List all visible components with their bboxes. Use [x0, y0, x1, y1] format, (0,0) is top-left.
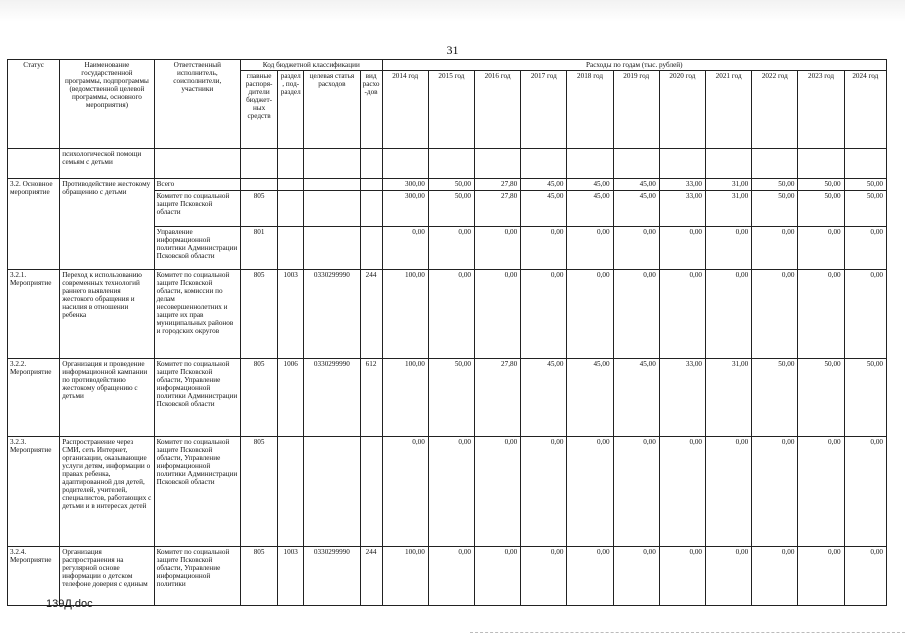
- cell-amount: 100,00: [382, 547, 428, 606]
- cell-amount: [706, 149, 752, 179]
- cell-amount: 0,00: [798, 437, 844, 547]
- cell-amount: 45,00: [567, 179, 613, 191]
- cell-status: 3.2.4. Мероприятие: [8, 547, 60, 606]
- cell-razdel: [278, 437, 304, 547]
- cell-amount: 27,80: [475, 359, 521, 437]
- cell-csr: [304, 227, 360, 270]
- cell-amount: 0,00: [613, 227, 659, 270]
- cell-amount: 50,00: [798, 191, 844, 227]
- cell-amount: 0,00: [752, 547, 798, 606]
- cell-name: психологической помощи семьям с детьми: [60, 149, 154, 179]
- table-row: [8, 179, 887, 191]
- cell-amount: 0,00: [428, 227, 474, 270]
- cell-responsible: Комитет по социальной защите Псковской области: [154, 191, 240, 227]
- cell-amount: 300,00: [382, 191, 428, 227]
- cell-responsible: [154, 149, 240, 179]
- cell-amount: 50,00: [798, 179, 844, 191]
- cell-amount: [521, 149, 567, 179]
- cell-amount: 0,00: [521, 270, 567, 359]
- header-year: 2020 год: [659, 71, 705, 149]
- cell-amount: 0,00: [613, 437, 659, 547]
- table-row: [8, 270, 887, 359]
- table-body: [8, 149, 887, 606]
- header-year: 2018 год: [567, 71, 613, 149]
- cell-vr: 244: [360, 547, 382, 606]
- cell-csr: [304, 191, 360, 227]
- cell-name: Противодействие жестокому обращению с детьми: [60, 179, 154, 270]
- header-year: 2017 год: [521, 71, 567, 149]
- header-year: 2024 год: [844, 71, 886, 149]
- cell-csr: [304, 437, 360, 547]
- header-status: Статус: [8, 60, 60, 149]
- page-number: 31: [446, 43, 459, 57]
- cell-amount: 45,00: [521, 179, 567, 191]
- table-row: [8, 359, 887, 437]
- header-year: 2021 год: [706, 71, 752, 149]
- cell-grbs: 805: [241, 191, 278, 227]
- cell-responsible: Комитет по социальной защите Псковской области, Управление информационной политики: [154, 547, 240, 606]
- cell-amount: 27,80: [475, 179, 521, 191]
- cell-csr: 0330299990: [304, 547, 360, 606]
- cell-amount: 0,00: [475, 227, 521, 270]
- cell-amount: 45,00: [567, 359, 613, 437]
- cell-razdel: 1006: [278, 359, 304, 437]
- cell-razdel: [278, 179, 304, 191]
- cell-razdel: [278, 191, 304, 227]
- cell-amount: 45,00: [613, 179, 659, 191]
- cell-amount: 50,00: [428, 179, 474, 191]
- cell-amount: 31,00: [706, 359, 752, 437]
- cell-amount: 0,00: [798, 270, 844, 359]
- cell-name: Переход к использованию современных технологий раннего выявления жестокого обращения и насилия в отношении ребенка: [60, 270, 154, 359]
- cell-name: Организация распространения на регулярной основе информации о детском телефоне доверия с единым: [60, 547, 154, 606]
- cell-csr: [304, 179, 360, 191]
- cell-amount: 0,00: [798, 227, 844, 270]
- cell-amount: 31,00: [706, 191, 752, 227]
- cell-amount: 33,00: [659, 191, 705, 227]
- cell-grbs: [241, 149, 278, 179]
- cell-amount: 0,00: [382, 437, 428, 547]
- cell-amount: 0,00: [706, 547, 752, 606]
- cell-razdel: 1003: [278, 270, 304, 359]
- cell-amount: 45,00: [521, 359, 567, 437]
- header-year: 2014 год: [382, 71, 428, 149]
- cell-csr: [304, 149, 360, 179]
- cell-amount: 0,00: [844, 437, 886, 547]
- cell-status: 3.2.2. Мероприятие: [8, 359, 60, 437]
- header-name: Наименование государственной программы, подпрограммы (ведомственной целевой программы, основного мероприятия): [60, 60, 154, 149]
- cell-amount: 50,00: [428, 359, 474, 437]
- cell-amount: 0,00: [567, 547, 613, 606]
- header-csr: целевая статья расходов: [304, 71, 360, 149]
- cell-amount: 0,00: [659, 227, 705, 270]
- cell-amount: [475, 149, 521, 179]
- cell-amount: 0,00: [613, 547, 659, 606]
- cell-amount: 0,00: [521, 547, 567, 606]
- header-year: 2023 год: [798, 71, 844, 149]
- cell-amount: 45,00: [521, 191, 567, 227]
- cell-amount: [798, 149, 844, 179]
- cell-vr: [360, 191, 382, 227]
- header-year: 2016 год: [475, 71, 521, 149]
- cell-razdel: [278, 227, 304, 270]
- cell-responsible: Комитет по социальной защите Псковской области, Управление информационной политики Администрации Псковской области: [154, 437, 240, 547]
- cell-responsible: Всего: [154, 179, 240, 191]
- cell-csr: 0330299990: [304, 359, 360, 437]
- cell-name: Организация и проведение информационной кампании по противодействию жестокому обращению с детьми: [60, 359, 154, 437]
- table-row: [8, 149, 887, 179]
- cell-amount: 50,00: [844, 179, 886, 191]
- cell-amount: 0,00: [521, 227, 567, 270]
- cell-amount: 50,00: [752, 359, 798, 437]
- cell-amount: 0,00: [475, 547, 521, 606]
- cell-amount: 0,00: [382, 227, 428, 270]
- cell-amount: 0,00: [752, 437, 798, 547]
- cell-amount: 0,00: [475, 270, 521, 359]
- cell-amount: 50,00: [752, 191, 798, 227]
- cell-amount: 50,00: [752, 179, 798, 191]
- cell-amount: 0,00: [521, 437, 567, 547]
- cell-responsible: Управление информационной политики Администрации Псковской области: [154, 227, 240, 270]
- cell-responsible: Комитет по социальной защите Псковской области, Управление информационной политики Администрации Псковской области: [154, 359, 240, 437]
- cell-amount: [752, 149, 798, 179]
- scan-edge-bottom: [470, 632, 905, 636]
- cell-amount: 0,00: [659, 437, 705, 547]
- cell-amount: 0,00: [567, 270, 613, 359]
- header-year: 2022 год: [752, 71, 798, 149]
- cell-status: [8, 149, 60, 179]
- cell-vr: [360, 149, 382, 179]
- header-expense-group: Расходы по годам (тыс. рублей): [382, 60, 886, 71]
- cell-amount: 0,00: [475, 437, 521, 547]
- cell-amount: 45,00: [567, 191, 613, 227]
- cell-amount: 0,00: [706, 270, 752, 359]
- cell-amount: 0,00: [798, 547, 844, 606]
- cell-status: 3.2.3. Мероприятие: [8, 437, 60, 547]
- cell-grbs: 805: [241, 270, 278, 359]
- cell-amount: 33,00: [659, 179, 705, 191]
- scan-shadow-top: [0, 0, 905, 22]
- cell-vr: 244: [360, 270, 382, 359]
- cell-amount: 0,00: [844, 547, 886, 606]
- cell-amount: 100,00: [382, 270, 428, 359]
- header-code-group: Код бюджетной классификации: [241, 60, 383, 71]
- cell-grbs: [241, 179, 278, 191]
- cell-amount: [659, 149, 705, 179]
- cell-amount: [613, 149, 659, 179]
- header-vr: вид расхо-дов: [360, 71, 382, 149]
- cell-amount: [382, 149, 428, 179]
- cell-amount: 0,00: [752, 227, 798, 270]
- cell-amount: [428, 149, 474, 179]
- cell-amount: 50,00: [428, 191, 474, 227]
- header-responsible: Ответственный исполнитель, соисполнители, участники: [154, 60, 240, 149]
- cell-vr: 612: [360, 359, 382, 437]
- cell-amount: 0,00: [706, 437, 752, 547]
- cell-amount: 0,00: [659, 270, 705, 359]
- header-row-1: [8, 60, 887, 71]
- cell-amount: [567, 149, 613, 179]
- cell-vr: [360, 179, 382, 191]
- cell-grbs: 805: [241, 547, 278, 606]
- cell-grbs: 805: [241, 437, 278, 547]
- cell-status: 3.2. Основное мероприятие: [8, 179, 60, 270]
- header-year: 2019 год: [613, 71, 659, 149]
- table-row: [8, 547, 887, 606]
- cell-amount: 50,00: [844, 191, 886, 227]
- cell-grbs: 805: [241, 359, 278, 437]
- table-row: [8, 437, 887, 547]
- cell-razdel: 1003: [278, 547, 304, 606]
- cell-amount: 0,00: [613, 270, 659, 359]
- cell-csr: 0330299990: [304, 270, 360, 359]
- file-name-footer: 139Д.doc: [46, 598, 93, 610]
- cell-amount: 0,00: [567, 437, 613, 547]
- cell-amount: 0,00: [844, 270, 886, 359]
- header-year: 2015 год: [428, 71, 474, 149]
- cell-amount: 45,00: [613, 191, 659, 227]
- cell-amount: 100,00: [382, 359, 428, 437]
- header-grbs: главные распоря-дители бюджет-ных средств: [241, 71, 278, 149]
- cell-amount: 45,00: [613, 359, 659, 437]
- cell-amount: 31,00: [706, 179, 752, 191]
- cell-amount: 0,00: [752, 270, 798, 359]
- budget-table: [7, 59, 887, 606]
- cell-vr: [360, 227, 382, 270]
- cell-responsible: Комитет по социальной защите Псковской области, комиссии по делам несовершеннолетних и защите их прав муниципальных районов и городских округов: [154, 270, 240, 359]
- cell-name: Распространение через СМИ, сеть Интернет, организации, оказывающие услуги детям, информации о правах ребенка, адаптированной для детей, родителей, учителей, специалистов, работающих с детьми и в интересах детей: [60, 437, 154, 547]
- cell-amount: 33,00: [659, 359, 705, 437]
- cell-vr: [360, 437, 382, 547]
- cell-amount: 0,00: [567, 227, 613, 270]
- header-razdel: раздел, под-раздел: [278, 71, 304, 149]
- cell-amount: 50,00: [798, 359, 844, 437]
- cell-grbs: 801: [241, 227, 278, 270]
- cell-amount: 0,00: [706, 227, 752, 270]
- cell-amount: 0,00: [659, 547, 705, 606]
- cell-amount: [844, 149, 886, 179]
- cell-status: 3.2.1. Мероприятие: [8, 270, 60, 359]
- cell-amount: 0,00: [844, 227, 886, 270]
- cell-amount: 0,00: [428, 547, 474, 606]
- cell-razdel: [278, 149, 304, 179]
- cell-amount: 0,00: [428, 437, 474, 547]
- cell-amount: 27,80: [475, 191, 521, 227]
- cell-amount: 50,00: [844, 359, 886, 437]
- cell-amount: 0,00: [428, 270, 474, 359]
- cell-amount: 300,00: [382, 179, 428, 191]
